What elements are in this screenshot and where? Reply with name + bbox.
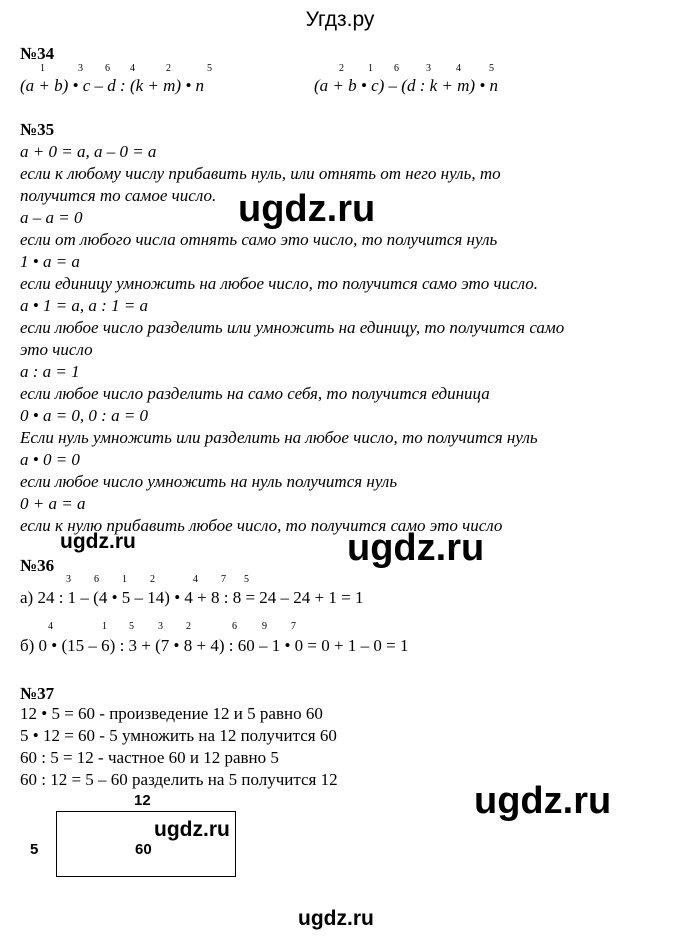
order-digit: 1	[122, 574, 127, 585]
order-digit: 2	[339, 63, 344, 74]
rectangle-width-label: 12	[134, 792, 151, 809]
order-digit: 6	[105, 63, 110, 74]
task-35-line: 0 + a = a	[20, 494, 86, 513]
order-digit: 1	[40, 63, 45, 74]
rectangle-height-label: 5	[30, 841, 39, 858]
task-35-line: a – a = 0	[20, 208, 83, 227]
task-34-expression-left: (a + b) • c – d : (k + m) • n	[20, 76, 205, 95]
task-35-line: если от любого числа отнять само это число, то получится нуль	[20, 230, 498, 249]
task-35-line: если к любому числу прибавить нуль, или отнять от него нуль, то	[20, 164, 501, 183]
order-digit: 5	[244, 574, 249, 585]
order-digit: 4	[193, 574, 198, 585]
watermark: ugdz.ru	[238, 188, 376, 230]
task-35-line: если любое число разделить на само себя, то получится единица	[20, 384, 490, 403]
order-digit: 2	[166, 63, 171, 74]
order-digit: 7	[291, 621, 296, 632]
rectangle-area-label: 60	[135, 841, 152, 858]
task-37-line: 60 : 12 = 5 – 60 разделить на 5 получится 12	[20, 770, 338, 789]
order-digit: 6	[94, 574, 99, 585]
task-35-line: если любое число разделить или умножить на единицу, то получится само	[20, 318, 565, 337]
task-35-line: 0 • a = 0, 0 : a = 0	[20, 406, 149, 425]
order-digit: 3	[78, 63, 83, 74]
watermark: ugdz.ru	[347, 527, 485, 569]
order-digit: 2	[186, 621, 191, 632]
watermark: ugdz.ru	[298, 907, 374, 930]
task-35-line: если любое число умножить на нуль получится нуль	[20, 472, 398, 491]
order-digit: 1	[102, 621, 107, 632]
order-digit: 6	[394, 63, 399, 74]
task-37-line: 60 : 5 = 12 - частное 60 и 12 равно 5	[20, 748, 279, 767]
task-35-line: 1 • a = a	[20, 252, 80, 271]
order-digit: 7	[221, 574, 226, 585]
task-37-number: №37	[20, 684, 55, 703]
task-36-line-a: а) 24 : 1 – (4 • 5 – 14) • 4 + 8 : 8 = 24 – 24 + 1 = 1	[20, 588, 364, 607]
order-digit: 3	[426, 63, 431, 74]
task-34-expression-right: (a + b • c) – (d : k + m) • n	[314, 76, 499, 95]
task-37-line: 5 • 12 = 60 - 5 умножить на 12 получится 60	[20, 726, 337, 745]
order-digit: 9	[262, 621, 267, 632]
task-35-line: если единицу умножить на любое число, то получится само это число.	[20, 274, 539, 293]
task-35-number: №35	[20, 120, 55, 139]
site-title: Угдз.ру	[305, 8, 375, 31]
task-36-line-b: б) 0 • (15 – 6) : 3 + (7 • 8 + 4) : 60 – 1 • 0 = 0 + 1 – 0 = 1	[20, 636, 409, 655]
task-35-line: если к нулю прибавить любое число, то получится само это число	[20, 516, 503, 535]
watermark: ugdz.ru	[60, 530, 136, 553]
order-digit: 6	[232, 621, 237, 632]
watermark: ugdz.ru	[154, 818, 230, 841]
order-digit: 3	[158, 621, 163, 632]
order-digit: 2	[150, 574, 155, 585]
order-digit: 4	[456, 63, 461, 74]
order-digit: 4	[130, 63, 135, 74]
task-35-line: это число	[20, 340, 93, 359]
order-digit: 5	[207, 63, 212, 74]
order-digit: 5	[129, 621, 134, 632]
task-35-line: a + 0 = a, a – 0 = a	[20, 142, 157, 161]
task-36-number: №36	[20, 556, 55, 575]
task-35-line: a : a = 1	[20, 362, 80, 381]
order-digit: 1	[368, 63, 373, 74]
order-digit: 3	[66, 574, 71, 585]
task-35-line: Если нуль умножить или разделить на любое число, то получится нуль	[20, 428, 538, 447]
order-digit: 4	[48, 621, 53, 632]
order-digit: 5	[489, 63, 494, 74]
watermark: ugdz.ru	[474, 780, 612, 822]
task-35-line: a • 1 = a, a : 1 = a	[20, 296, 149, 315]
task-35-line: a • 0 = 0	[20, 450, 80, 469]
task-35-line: получится то самое число.	[20, 186, 217, 205]
task-37-line: 12 • 5 = 60 - произведение 12 и 5 равно 60	[20, 704, 323, 723]
task-34-number: №34	[20, 44, 55, 63]
